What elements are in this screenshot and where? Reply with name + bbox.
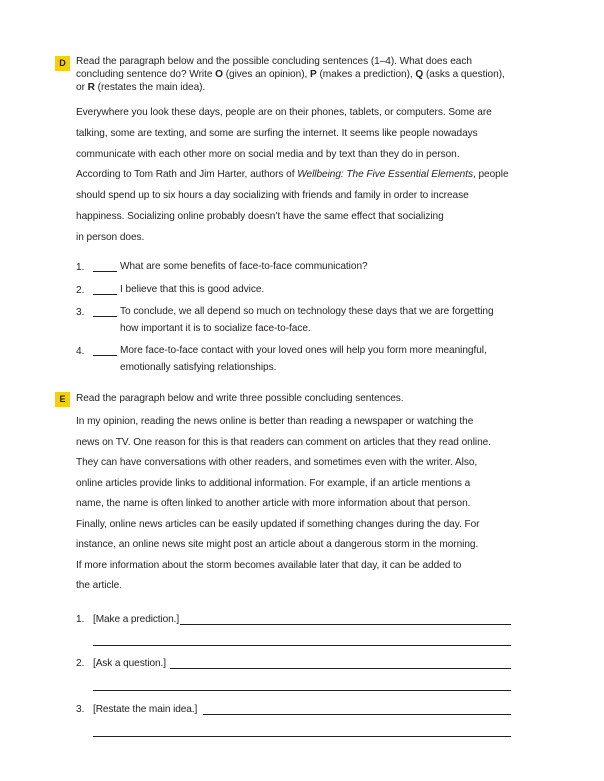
answer-blank[interactable] (93, 294, 117, 295)
paragraph-line: They can have conversations with other readers, and sometimes even with the writer. Also, (76, 457, 478, 468)
section-e-badge: E (55, 392, 70, 407)
answer-line[interactable] (170, 668, 511, 669)
paragraph-line: happiness. Socializing online probably doesn’t have the same effect that socializing (76, 210, 444, 222)
paragraph-line: According to Tom Rath and Jim Harter, authors of Wellbeing: The Five Essential Elements, people (76, 169, 509, 181)
answer-line[interactable] (93, 736, 511, 737)
paragraph-line: Everywhere you look these days, people are on their phones, tablets, or computers. Some are (76, 107, 492, 118)
item-text: What are some benefits of face-to-face communication? (120, 261, 368, 272)
paragraph-line: name, the name is often linked to another article with more information about that person. (76, 498, 471, 509)
paragraph-line: the article. (76, 580, 122, 591)
paragraph-line: should spend up to six hours a day socializing with friends and family in order to increase (76, 190, 469, 202)
section-e-paragraph (76, 412, 516, 597)
section-d-instruction-line3: or R (restates the main idea). (76, 82, 206, 93)
paragraph-line: Finally, online news articles can be easily updated if something changes during the day. For (76, 518, 480, 530)
paragraph-line: talking, some are texting, and some are surfing the internet. It seems like people nowadays (76, 127, 478, 139)
paragraph-line: news on TV. One reason for this is that readers can comment on articles that they read online. (76, 436, 491, 448)
answer-blank[interactable] (93, 355, 117, 356)
item-text: More face-to-face contact with your loved ones will help you form more meaningful, (120, 345, 487, 356)
answer-line[interactable] (180, 624, 511, 625)
item-text: how important it is to socialize face-to-face. (120, 323, 311, 334)
prompt-label: [Ask a question.] (93, 658, 166, 669)
paragraph-line: in person does. (76, 231, 145, 243)
item-number: 1. (76, 262, 85, 273)
prompt-label: [Restate the main idea.] (93, 704, 198, 715)
answer-line[interactable] (93, 690, 511, 691)
section-e-instruction: Read the paragraph below and write three possible concluding sentences. (76, 393, 404, 404)
section-d-instruction-line2: concluding sentence do? Write O (gives an opinion), P (makes a prediction), Q (asks a question), (76, 69, 505, 80)
prompt-number: 2. (76, 658, 85, 669)
paragraph-line: online articles provide links to additional information. For example, if an article mentions a (76, 477, 471, 489)
prompt-number: 3. (76, 704, 85, 715)
section-d-badge: D (55, 56, 70, 71)
prompt-number: 1. (76, 614, 85, 625)
paragraph-line: If more information about the storm becomes available later that day, it can be added to (76, 559, 462, 571)
book-title: Wellbeing: The Five Essential Elements (297, 169, 473, 181)
item-number: 4. (76, 346, 85, 357)
answer-line[interactable] (93, 645, 511, 646)
item-number: 2. (76, 285, 85, 296)
prompt-label: [Make a prediction.] (93, 614, 180, 625)
paragraph-line: instance, an online news site might post an article about a dangerous storm in the morning. (76, 539, 479, 550)
item-number: 3. (76, 307, 85, 318)
item-text: emotionally satisfying relationships. (120, 362, 277, 373)
answer-blank[interactable] (93, 271, 117, 272)
item-text: To conclude, we all depend so much on technology these days that we are forgetting (120, 306, 494, 317)
paragraph-line: communicate with each other more on social media and by text than they do in person. (76, 148, 460, 160)
answer-line[interactable] (203, 714, 511, 715)
answer-blank[interactable] (93, 316, 117, 317)
section-d-instruction-line1: Read the paragraph below and the possible concluding sentences (1–4). What does each (76, 56, 472, 67)
paragraph-line: In my opinion, reading the news online is better than reading a newspaper or watching the (76, 416, 474, 427)
item-text: I believe that this is good advice. (120, 284, 265, 295)
section-d-paragraph (76, 103, 516, 249)
